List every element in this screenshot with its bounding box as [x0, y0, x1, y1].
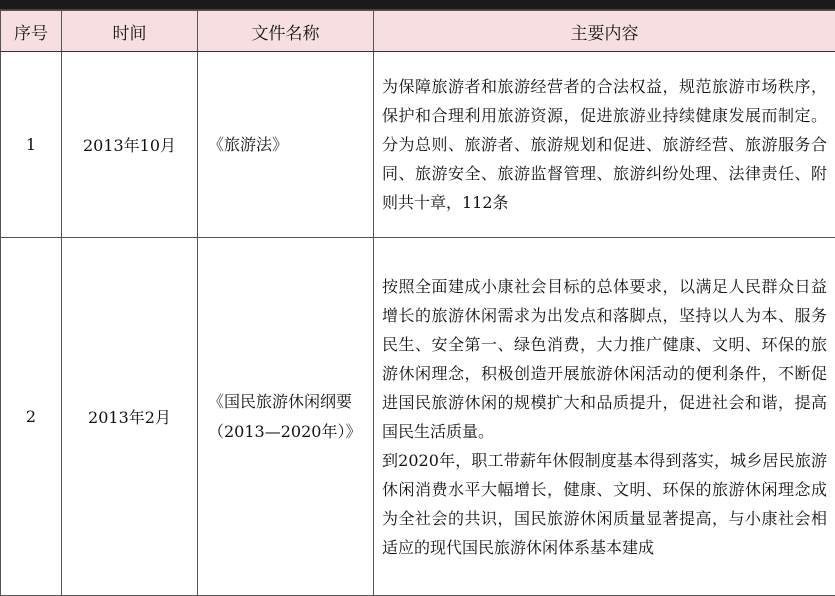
cell-content: [374, 52, 835, 238]
content-paragraph: 为保障旅游者和旅游经营者的合法权益，规范旅游市场秩序，保护和合理利用旅游资源，促进旅游业持续健康发展而制定。分为总则、旅游者、旅游规划和促进、旅游经营、旅游服务合同、旅游安全、旅游监督管理、旅游纠纷处理、法律责任、附则共十章，112条: [382, 72, 827, 217]
cell-name: 《国民旅游休闲纲要（2013—2020年）》: [198, 238, 374, 596]
cell-time: 2013年10月: [62, 52, 198, 238]
content-paragraph: 按照全面建成小康社会目标的总体要求，以满足人民群众日益增长的旅游休闲需求为出发点和落脚点，坚持以人为本、服务民生、安全第一、绿色消费，大力推广健康、文明、环保的旅游休闲理念，积极创造开展旅游休闲活动的便利条件，不断促进国民旅游休闲的规模扩大和品质提升，促进社会和谐，提高国民生活质量。: [382, 272, 827, 446]
header-name: 文件名称: [198, 11, 374, 52]
cell-num: 2: [1, 238, 62, 596]
cell-name: 《旅游法》: [198, 52, 374, 238]
table-row: [1, 52, 835, 238]
cell-time: 2013年2月: [62, 238, 198, 596]
top-rule: [0, 0, 835, 9]
policy-table: [0, 10, 835, 596]
content-paragraph: 到2020年，职工带薪年休假制度基本得到落实，城乡居民旅游休闲消费水平大幅增长，健康、文明、环保的旅游休闲理念成为全社会的共识，国民旅游休闲质量显著提高，与小康社会相适应的现代国民旅游休闲体系基本建成: [382, 446, 827, 562]
table-row: [1, 238, 835, 596]
header-num: 序号: [1, 11, 62, 52]
cell-num: 1: [1, 52, 62, 238]
header-row: [1, 11, 835, 52]
header-content: 主要内容: [374, 11, 835, 52]
cell-content: [374, 238, 835, 596]
header-time: 时间: [62, 11, 198, 52]
